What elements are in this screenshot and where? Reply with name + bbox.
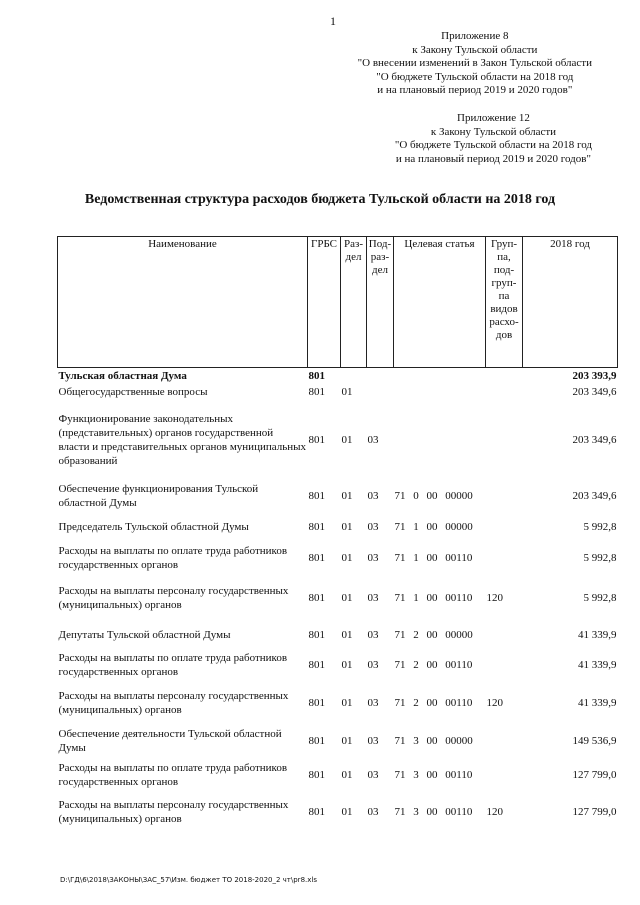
annex-line: "О бюджете Тульской области на 2018 год <box>394 139 592 151</box>
row-section: 01 <box>341 629 353 641</box>
table-row <box>58 542 618 574</box>
row-grbs: 801 <box>308 592 325 604</box>
row-section: 01 <box>341 592 353 604</box>
row-subsection: 03 <box>367 769 379 781</box>
row-group <box>486 512 523 542</box>
row-amount: 203 349,6 <box>572 434 617 446</box>
table-row <box>58 648 618 682</box>
row-section: 01 <box>341 521 353 533</box>
row-target <box>394 384 486 400</box>
row-grbs: 801 <box>308 386 325 398</box>
row-subsection: 03 <box>367 659 379 671</box>
row-section: 01 <box>341 386 353 398</box>
row-section: 01 <box>341 552 353 564</box>
annex-8-heading <box>358 30 592 98</box>
row-name: Председатель Тульской областной Думы <box>58 521 249 533</box>
table-row <box>58 480 618 512</box>
row-target: 71 1 00 00110 <box>394 552 473 564</box>
row-amount: 5 992,8 <box>583 521 617 533</box>
row-group <box>486 758 523 792</box>
row-subsection <box>367 368 394 385</box>
row-group <box>486 368 523 385</box>
row-grbs: 801 <box>308 735 325 747</box>
row-group <box>486 622 523 648</box>
row-amount: 41 339,9 <box>578 629 617 641</box>
row-group: 120 <box>486 697 503 709</box>
row-target <box>394 400 486 480</box>
row-name: Расходы на выплаты по оплате труда работников государственных органов <box>58 545 288 571</box>
row-section: 01 <box>341 490 353 502</box>
row-target: 71 2 00 00110 <box>394 659 473 671</box>
document-title: Ведомственная структура расходов бюджета Тульской области на 2018 год <box>84 192 556 207</box>
row-target: 71 1 00 00000 <box>394 521 473 533</box>
row-section: 01 <box>341 769 353 781</box>
row-grbs: 801 <box>308 370 325 382</box>
table-row <box>58 792 618 832</box>
row-subsection: 03 <box>367 697 379 709</box>
row-name: Расходы на выплаты персоналу государственных (муниципальных) органов <box>58 799 289 825</box>
annex-line: "О бюджете Тульской области на 2018 год <box>376 70 574 83</box>
row-subsection: 03 <box>367 490 379 502</box>
row-amount: 41 339,9 <box>578 659 617 671</box>
annex-line: и на плановый период 2019 и 2020 годов" <box>377 84 573 96</box>
row-subsection: 03 <box>367 552 379 564</box>
row-amount: 5 992,8 <box>583 592 617 604</box>
row-name: Тульская областная Дума <box>58 370 187 382</box>
row-name: Расходы на выплаты по оплате труда работников государственных органов <box>58 762 288 788</box>
file-path-footer: D:\ГД\6\2018\ЗАКОНЫ\ЗАС_57\Изм. бюджет ТО 2018-2020_2 чт\pr8.xls <box>60 876 317 884</box>
row-group <box>486 648 523 682</box>
row-group <box>486 542 523 574</box>
row-grbs: 801 <box>308 629 325 641</box>
col-header-year: 2018 год <box>523 237 618 368</box>
row-amount: 203 349,6 <box>572 490 617 502</box>
table-row <box>58 368 618 385</box>
table-header-row <box>58 237 618 368</box>
row-name: Депутаты Тульской областной Думы <box>58 629 231 641</box>
annex-line: к Закону Тульской области <box>412 43 538 56</box>
table-row <box>58 682 618 724</box>
table-body <box>58 368 618 833</box>
row-subsection: 03 <box>367 806 379 818</box>
col-header-group: Груп-па, под-груп-па видов расхо-дов <box>486 237 523 368</box>
row-name: Обеспечение функционирования Тульской областной Думы <box>58 483 259 509</box>
row-subsection: 03 <box>367 434 379 446</box>
annex-line: к Закону Тульской области <box>430 125 557 138</box>
row-section: 01 <box>341 659 353 671</box>
row-target: 71 1 00 00110 <box>394 592 473 604</box>
row-target: 71 3 00 00110 <box>394 769 473 781</box>
row-name: Общегосударственные вопросы <box>58 386 208 398</box>
table-row <box>58 574 618 622</box>
row-name: Функционирование законодательных (представительных) органов государственной власти и представительных органов муниципальных образований <box>58 413 306 467</box>
row-amount: 149 536,9 <box>572 735 617 747</box>
row-name: Обеспечение деятельности Тульской областной Думы <box>58 728 282 754</box>
row-grbs: 801 <box>308 521 325 533</box>
row-section: 01 <box>341 434 353 446</box>
table-row <box>58 512 618 542</box>
row-grbs: 801 <box>308 659 325 671</box>
table-row <box>58 724 618 758</box>
row-amount: 5 992,8 <box>583 552 617 564</box>
col-header-grbs: ГРБС <box>308 237 341 368</box>
row-target: 71 2 00 00000 <box>394 629 473 641</box>
row-section: 01 <box>341 697 353 709</box>
col-header-subsection: Под-раз-дел <box>367 237 394 368</box>
annex-line: и на плановый период 2019 и 2020 годов" <box>395 152 591 165</box>
row-group <box>486 480 523 512</box>
annex-12-heading <box>395 112 592 166</box>
row-group <box>486 724 523 758</box>
row-group <box>486 400 523 480</box>
table-row <box>58 622 618 648</box>
row-grbs: 801 <box>308 552 325 564</box>
row-target <box>394 368 486 385</box>
row-grbs: 801 <box>308 806 325 818</box>
row-target: 71 0 00 00000 <box>394 490 473 502</box>
row-subsection: 03 <box>367 592 379 604</box>
col-header-target: Целевая статья <box>394 237 486 368</box>
row-target: 71 3 00 00000 <box>394 735 473 747</box>
page-number: 1 <box>330 14 336 28</box>
row-group: 120 <box>486 806 503 818</box>
row-grbs: 801 <box>308 490 325 502</box>
col-header-name: Наименование <box>58 237 308 368</box>
table-row <box>58 384 618 400</box>
row-amount: 203 349,6 <box>572 386 617 398</box>
table-row <box>58 758 618 792</box>
row-section: 01 <box>341 806 353 818</box>
row-grbs: 801 <box>308 697 325 709</box>
table-row <box>58 400 618 480</box>
row-subsection: 03 <box>367 521 379 533</box>
row-target: 71 3 00 00110 <box>394 806 473 818</box>
row-amount: 127 799,0 <box>572 769 617 781</box>
row-grbs: 801 <box>308 769 325 781</box>
row-amount: 41 339,9 <box>578 697 617 709</box>
row-name: Расходы на выплаты персоналу государственных (муниципальных) органов <box>58 690 289 716</box>
row-amount: 203 393,9 <box>572 370 617 382</box>
row-name: Расходы на выплаты персоналу государственных (муниципальных) органов <box>58 585 289 611</box>
annex-line: Приложение 8 <box>441 30 509 42</box>
row-section: 01 <box>341 735 353 747</box>
row-group <box>486 384 523 400</box>
row-subsection: 03 <box>367 735 379 747</box>
row-amount: 127 799,0 <box>572 806 617 818</box>
row-subsection: 03 <box>367 629 379 641</box>
row-name: Расходы на выплаты по оплате труда работников государственных органов <box>58 652 288 678</box>
row-subsection <box>367 384 394 400</box>
annex-line: Приложение 12 <box>457 112 530 124</box>
row-grbs: 801 <box>308 434 325 446</box>
row-group: 120 <box>486 592 503 604</box>
row-section <box>341 368 367 385</box>
annex-line: "О внесении изменений в Закон Тульской области <box>357 57 592 69</box>
budget-table <box>57 236 618 832</box>
col-header-section: Раз-дел <box>341 237 367 368</box>
row-target: 71 2 00 00110 <box>394 697 473 709</box>
